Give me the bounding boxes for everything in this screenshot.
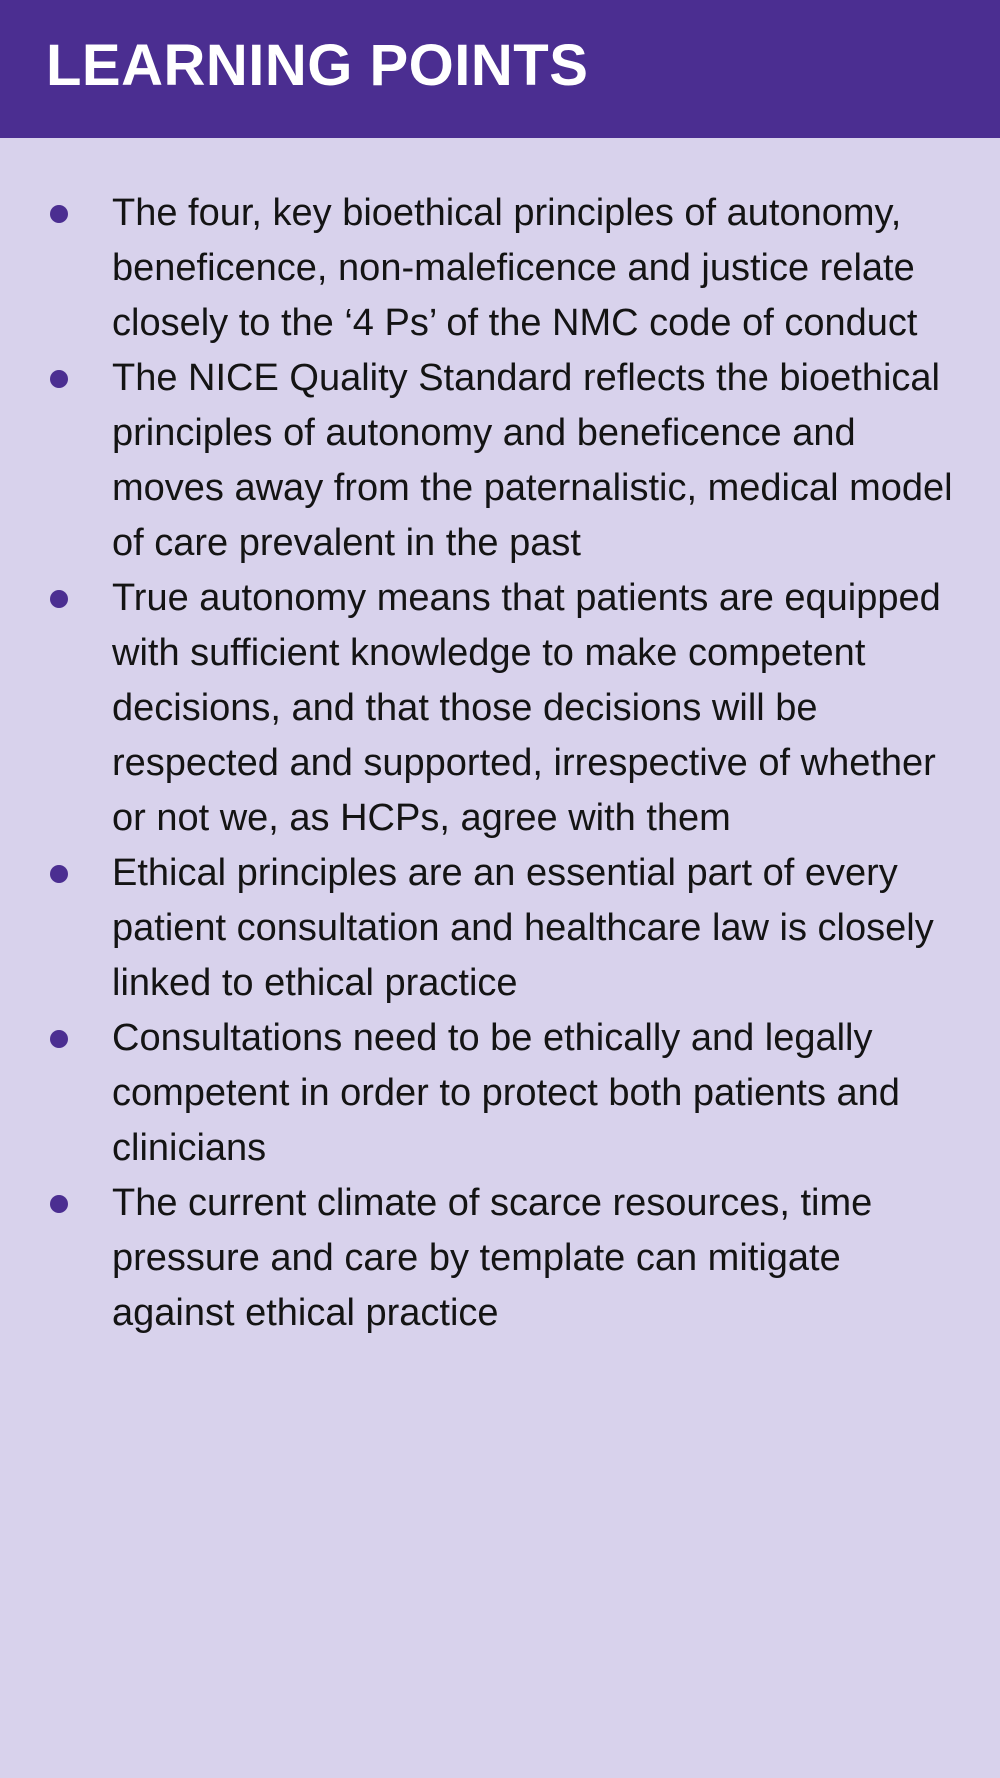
list-item-text: True autonomy means that patients are equipped with sufficient knowledge to make competent decisions, and that those decisions will be respected and supported, irrespective of whether or not we, as HCPs, agree with them	[112, 577, 941, 839]
header-bar	[0, 0, 1000, 138]
list-item-text: Ethical principles are an essential part of every patient consultation and healthcare law is closely linked to ethical practice	[112, 852, 934, 1004]
list-item	[0, 1176, 1000, 1341]
bullet-icon	[50, 590, 68, 608]
learning-points-list	[0, 186, 1000, 1341]
bullet-icon	[50, 1030, 68, 1048]
list-item-text: The four, key bioethical principles of autonomy, beneficence, non-maleficence and justice relate closely to the ‘4 Ps’ of the NMC code of conduct	[112, 192, 918, 344]
list-item-text: The NICE Quality Standard reflects the bioethical principles of autonomy and beneficence and moves away from the paternalistic, medical model of care prevalent in the past	[112, 357, 953, 564]
list-item	[0, 1011, 1000, 1176]
list-item-text: Consultations need to be ethically and legally competent in order to protect both patients and clinicians	[112, 1017, 900, 1169]
list-item	[0, 846, 1000, 1011]
bullet-icon	[50, 370, 68, 388]
list-item	[0, 571, 1000, 846]
list-item	[0, 351, 1000, 571]
bullet-icon	[50, 865, 68, 883]
list-item	[0, 186, 1000, 351]
list-item-text: The current climate of scarce resources, time pressure and care by template can mitigate against ethical practice	[112, 1182, 873, 1334]
bullet-icon	[50, 205, 68, 223]
bullet-icon	[50, 1195, 68, 1213]
panel-title: LEARNING POINTS	[46, 33, 589, 98]
